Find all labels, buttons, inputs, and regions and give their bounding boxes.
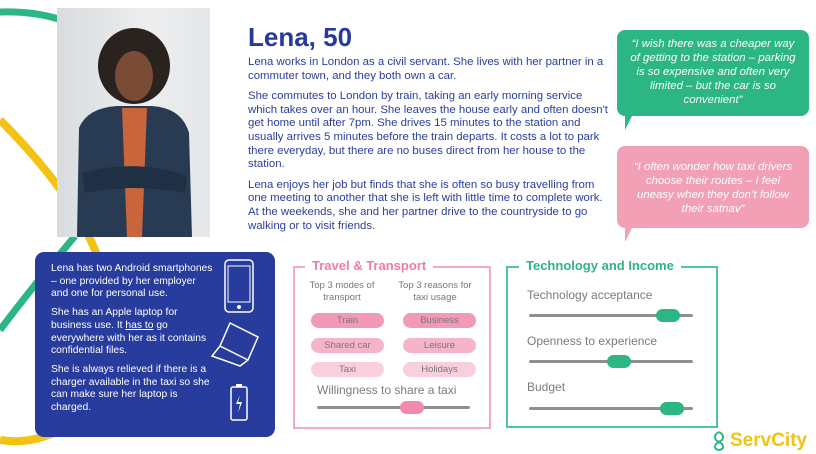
devices-panel	[35, 252, 275, 437]
laptop-icon	[210, 320, 262, 368]
bio-paragraph: She commutes to London by train, taking an early morning service which takes over an hour. She leaves the house early and often doesn't get home until after 7pm. She drives 15 minutes to the station and usually arrives 5 minutes before the train departs. It costs a lot to park there everyday, but there are no buses direct from her house to the station.	[248, 90, 608, 171]
logo-text: ServCity	[730, 430, 808, 451]
openness-slider[interactable]	[529, 360, 693, 363]
willingness-slider[interactable]	[317, 406, 470, 409]
quote-bubble-parking: “I wish there was a cheaper way of getting to the station – parking is so expensive and often very limited – but the car is so convenient”	[617, 30, 809, 116]
bio-paragraph: Lena enjoys her job but finds that she is often so busy travelling from one meeting to another that she is left with little time to complete work. At the weekends, she and her partner drive to the countryside to go walking or to visit friends.	[248, 178, 603, 232]
mode-pill: Train	[311, 313, 384, 328]
slider-label: Technology acceptance	[527, 288, 653, 302]
quote-tail	[625, 226, 643, 242]
logo-icon	[711, 430, 727, 452]
smartphone-icon	[223, 258, 255, 314]
persona-bio	[248, 56, 608, 240]
slider-label: Budget	[527, 380, 566, 394]
text: She has an Apple laptop for business use. It	[51, 307, 178, 331]
slider-thumb[interactable]	[607, 355, 631, 368]
technology-acceptance-slider[interactable]	[529, 314, 693, 317]
budget-slider[interactable]	[529, 407, 693, 410]
willingness-label: Willingness to share a taxi	[317, 383, 457, 397]
devices-text: Lena has two Android smartphones – one provided by her employer and one for personal use.	[51, 263, 213, 300]
reason-pill: Holidays	[403, 362, 476, 377]
devices-text: She is always relieved if there is a charger available in the taxi so she can make sure her laptop is charged.	[51, 363, 210, 414]
servcity-logo	[711, 430, 807, 452]
technology-income-section	[506, 258, 718, 428]
slider-thumb[interactable]	[656, 309, 680, 322]
mode-pill: Shared car	[311, 338, 384, 353]
quote-tail	[625, 114, 643, 130]
battery-charging-icon	[230, 383, 248, 421]
reason-pill: Leisure	[403, 338, 476, 353]
slider-thumb[interactable]	[660, 402, 684, 415]
persona-photo	[57, 8, 210, 237]
persona-name: Lena, 50	[248, 22, 353, 52]
section-title: Technology and Income	[519, 258, 681, 273]
text: has to	[125, 319, 154, 331]
reasons-header: Top 3 reasons for taxi usage	[398, 280, 472, 303]
text: go everywhere with her as it contains confidential files.	[51, 319, 207, 357]
slider-label: Openness to experience	[527, 334, 658, 348]
slider-thumb[interactable]	[400, 401, 424, 414]
reason-pill: Business	[403, 313, 476, 328]
travel-transport-section	[293, 258, 491, 429]
quote-bubble-taxi: “I often wonder how taxi drivers choose their routes – I feel uneasy when they don’t follow their satnav”	[617, 146, 809, 228]
section-title: Travel & Transport	[305, 258, 433, 273]
devices-text	[51, 307, 215, 358]
bio-paragraph: Lena works in London as a civil servant. She lives with her partner in a commuter town, and they both own a car.	[248, 56, 604, 82]
mode-pill: Taxi	[311, 362, 384, 377]
modes-header: Top 3 modes of transport	[309, 280, 375, 303]
